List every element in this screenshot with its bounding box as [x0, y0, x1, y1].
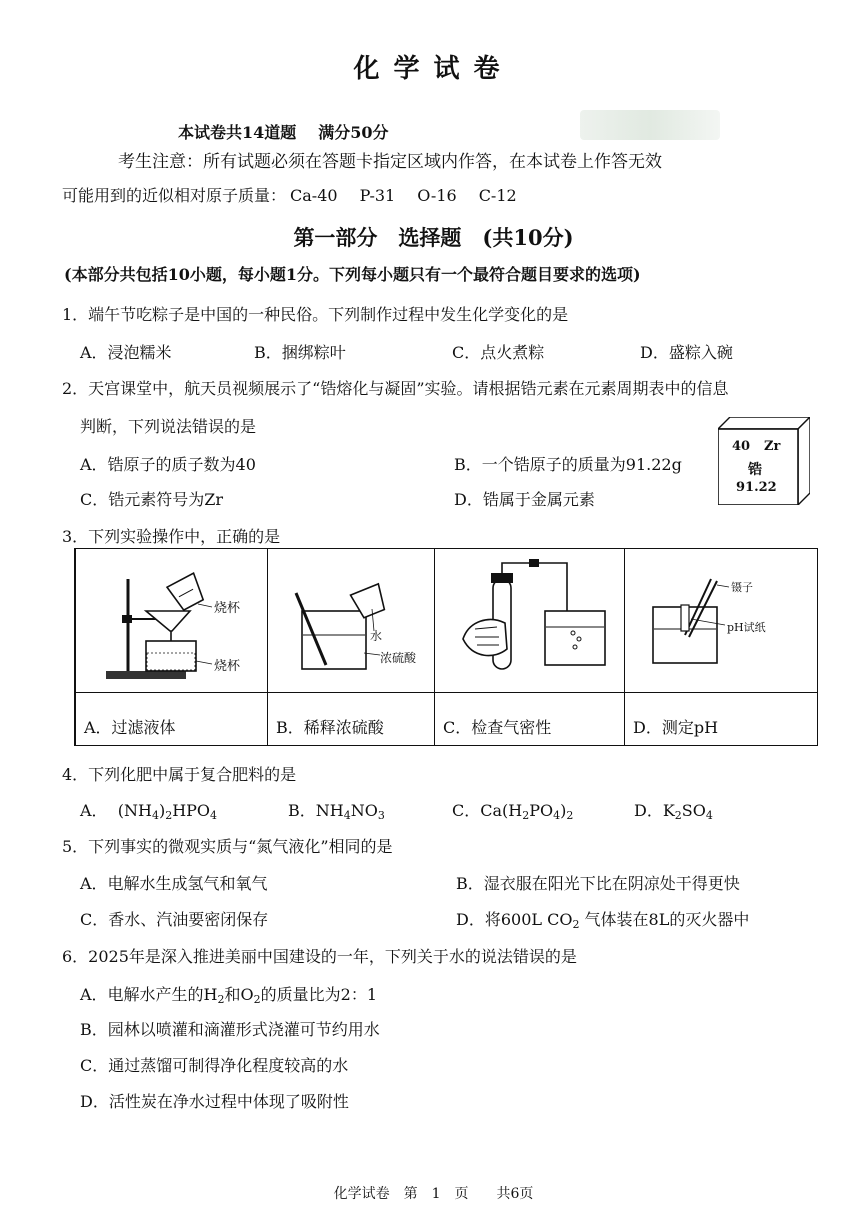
- periodic-table-cell: [718, 417, 810, 505]
- q6-option-a-mid: 和O: [224, 985, 254, 1004]
- question-1-stem: 1．端午节吃粽子是中国的一种民俗。下列制作过程中发生化学变化的是: [62, 305, 569, 324]
- q1-option-d: D．盛粽入碗: [640, 343, 733, 362]
- q5-option-d-post: 气体装在8L的灭火器中: [579, 910, 750, 929]
- exam-meta: [178, 120, 389, 143]
- q4-option-b-prefix: B．: [288, 801, 316, 820]
- q4-option-a-prefix: A．: [80, 801, 108, 820]
- atomic-value: O-16: [417, 186, 457, 205]
- experiment-c: [434, 549, 624, 745]
- q6-option-c: C．通过蒸馏可制得净化程度较高的水: [80, 1056, 349, 1075]
- experiment-table: [74, 548, 818, 746]
- q5-option-d: [456, 907, 749, 930]
- q5-option-b: B．湿衣服在阳光下比在阴凉处干得更快: [456, 874, 740, 893]
- label-concentrated-acid: 浓硫酸: [380, 651, 417, 665]
- page-footer: 化学试卷 第 1 页 共6页: [333, 1186, 534, 1202]
- q5-option-d-sub: 2: [572, 918, 580, 931]
- q4-option-b: B．$NH_4NO_3$: [288, 801, 385, 822]
- scan-artifact: [580, 110, 720, 140]
- section-note: (本部分共包括10小题，每小题1分。下列每小题只有一个最符合题目要求的选项): [64, 265, 641, 284]
- q5-option-d-pre: D．将600L CO: [456, 910, 573, 929]
- q2-option-a: A．锆原子的质子数为40: [80, 455, 256, 474]
- question-5-stem: 5．下列事实的微观实质与“氮气液化”相同的是: [62, 837, 393, 856]
- caption-c: C．检查气密性: [443, 718, 552, 737]
- atomic-number: 40: [732, 439, 751, 454]
- question-count: 本试卷共14道题: [178, 123, 297, 142]
- experiment-b: [267, 549, 434, 745]
- q6-option-d: D．活性炭在净水过程中体现了吸附性: [80, 1092, 349, 1111]
- q4-option-d: D．$K_2SO_4$: [634, 801, 713, 822]
- experiment-d: [624, 549, 819, 745]
- airtightness-illustration: [435, 549, 625, 692]
- question-4-stem: 4．下列化肥中属于复合肥料的是: [62, 765, 297, 784]
- q1-option-a: A．浸泡糯米: [80, 343, 172, 362]
- q6-option-a: A．电解水产生的$H_2$和$O_2$的质量比为2：1: [80, 985, 378, 1006]
- q2-option-c: C．锆元素符号为Zr: [80, 490, 224, 509]
- caption-a: A．过滤液体: [84, 718, 176, 737]
- exam-notice: 考生注意：所有试题必须在答题卡指定区域内作答，在本试卷上作答无效: [118, 152, 662, 172]
- caption-b: B．稀释浓硫酸: [276, 718, 384, 737]
- atomic-value: Ca-40: [290, 186, 338, 205]
- element-name: 锆: [748, 462, 762, 478]
- atomic-masses: [62, 183, 539, 206]
- page-title: 化学试卷: [353, 54, 514, 84]
- ph-test-illustration: [625, 549, 820, 692]
- q6-option-a-post: 的质量比为2：1: [260, 985, 378, 1004]
- q5-option-c: C．香水、汽油要密闭保存: [80, 910, 269, 929]
- q2-option-b: B．一个锆原子的质量为91.22g: [454, 455, 682, 474]
- label-beaker-top: 烧杯: [214, 601, 241, 616]
- caption-d: D．测定pH: [633, 718, 719, 737]
- q4-option-c: C．$Ca(H_2PO_4)_2$: [452, 801, 574, 822]
- q1-option-b: B．捆绑粽叶: [254, 343, 346, 362]
- section-title: 第一部分 选择题 (共10分): [293, 225, 574, 250]
- label-beaker-bottom: 烧杯: [214, 659, 241, 674]
- q2-option-d: D．锆属于金属元素: [454, 490, 595, 509]
- atomic-mass: 91.22: [736, 480, 777, 495]
- q1-option-c: C．点火煮粽: [452, 343, 545, 362]
- question-2-stem: 2．天宫课堂中，航天员视频展示了“锆熔化与凝固”实验。请根据锆元素在元素周期表中的信息: [62, 379, 729, 398]
- q4-option-d-prefix: D．: [634, 801, 663, 820]
- experiment-a: [75, 549, 267, 745]
- question-2-stem-cont: 判断，下列说法错误的是: [80, 417, 257, 436]
- q6-option-a-pre: A．电解水产生的H: [80, 985, 218, 1004]
- q4-option-c-prefix: C．: [452, 801, 481, 820]
- q4-option-a: A． $(NH_4)_2HPO_4$: [80, 801, 218, 822]
- element-symbol: Zr: [764, 439, 781, 454]
- question-3-stem: 3．下列实验操作中，正确的是: [62, 527, 281, 546]
- full-score: 满分50分: [318, 123, 389, 142]
- label-ph-paper: pH试纸: [727, 621, 766, 634]
- atomic-label: 可能用到的近似相对原子质量：: [62, 186, 287, 205]
- question-6-stem: 6．2025年是深入推进美丽中国建设的一年，下列关于水的说法错误的是: [62, 947, 577, 966]
- label-water: 水: [370, 629, 383, 643]
- dilution-illustration: [268, 549, 435, 692]
- atomic-value: C-12: [478, 186, 517, 205]
- atomic-value: P-31: [359, 186, 396, 205]
- label-tweezers: 镊子: [731, 581, 753, 594]
- q6-option-b: B．园林以喷灌和滴灌形式浇灌可节约用水: [80, 1020, 380, 1039]
- q5-option-a: A．电解水生成氢气和氧气: [80, 874, 268, 893]
